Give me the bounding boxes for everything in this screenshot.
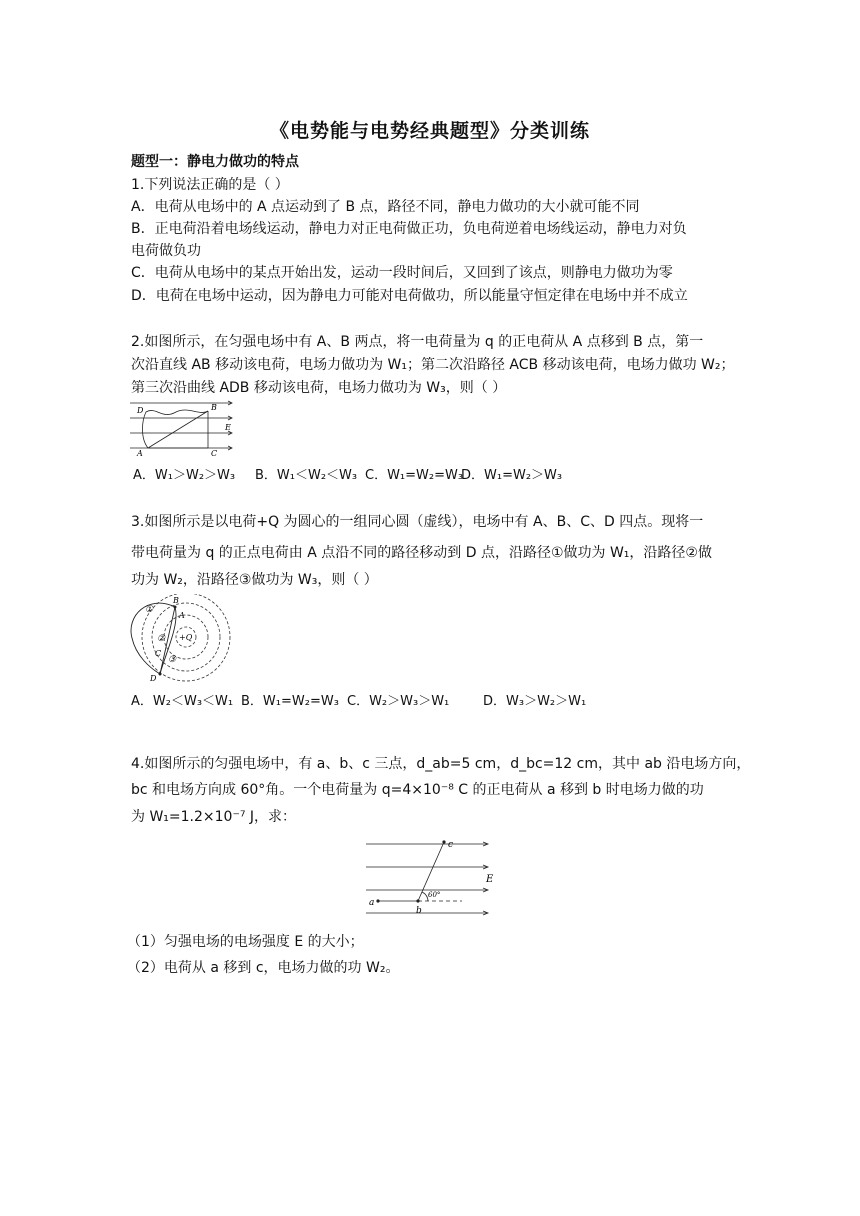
q2-figure bbox=[128, 398, 238, 460]
q2-label-d: D bbox=[137, 406, 144, 415]
q4-sub-1: （1）匀强电场的电场强度 E 的大小； bbox=[127, 934, 364, 950]
q1-option-b: B．正电荷沿着电场线运动，静电力对正电荷做正功，负电荷逆着电场线运动，静电力对负 bbox=[131, 221, 687, 237]
q1-option-a: A．电荷从电场中的 A 点运动到了 B 点，路径不同，静电力做功的大小就可能不同 bbox=[131, 199, 640, 215]
q3-label-path2: ② bbox=[157, 634, 166, 644]
page-title: 《电势能与电势经典题型》分类训练 bbox=[269, 120, 590, 142]
q4-label-c: c bbox=[448, 840, 454, 850]
q2-label-b: B bbox=[211, 403, 217, 412]
q3-label-path3: ③ bbox=[168, 655, 177, 665]
q4-angle-label: 60° bbox=[428, 891, 441, 899]
q1-option-b-cont: 电荷做负功 bbox=[131, 243, 201, 259]
q2-label-e: E bbox=[225, 423, 231, 432]
q3-line-1: 3.如图所示是以电荷+Q 为圆心的一组同心圆（虚线），电场中有 A、B、C、D 四点。现将一 bbox=[131, 514, 704, 530]
q3-options bbox=[131, 692, 586, 712]
q2-line-2: 次沿直线 AB 移动该电荷，电场力做功为 W₁；第二次沿路径 ACB 移动该电荷，电场力做功 W₂； bbox=[131, 357, 735, 373]
q4-label-a: a bbox=[369, 898, 375, 908]
q1-option-c: C．电荷从电场中的某点开始出发，运动一段时间后，又回到了该点，则静电力做功为零 bbox=[131, 265, 673, 281]
section-heading: 题型一：静电力做功的特点 bbox=[131, 154, 299, 170]
q4-line-2: bc 和电场方向成 60°角。一个电荷量为 q=4×10⁻⁸ C 的正电荷从 a 移到 b 时电场力做的功 bbox=[131, 782, 704, 798]
q2-option-a: A．W₁＞W₂＞W₃ bbox=[133, 468, 236, 483]
q3-line-2: 带电荷量为 q 的正点电荷由 A 点沿不同的路径移动到 D 点，沿路径①做功为 W₁，沿路径②做 bbox=[131, 545, 712, 561]
q2-option-c: C．W₁=W₂=W₃ bbox=[365, 468, 464, 483]
q3-label-path1: ① bbox=[145, 605, 154, 615]
q3-option-b: B．W₁=W₂=W₃ bbox=[241, 694, 339, 709]
q2-options bbox=[133, 466, 562, 486]
q2-label-c: C bbox=[211, 449, 218, 458]
q3-label-a: A bbox=[179, 611, 185, 620]
q3-option-a: A．W₂＜W₃＜W₁ bbox=[131, 694, 234, 709]
q1-option-d: D．电荷在电场中运动，因为静电力可能对电荷做功，所以能量守恒定律在电场中并不成立 bbox=[131, 288, 688, 304]
q3-option-c: C．W₂＞W₃＞W₁ bbox=[347, 694, 450, 709]
q4-line-1: 4.如图所示的匀强电场中，有 a、b、c 三点，d_ab=5 cm，d_bc=12 cm，其中 ab 沿电场方向， bbox=[131, 756, 751, 772]
q4-line-3: 为 W₁=1.2×10⁻⁷ J，求： bbox=[131, 809, 297, 825]
q4-label-e: E bbox=[486, 874, 494, 885]
q3-line-3: 功为 W₂，沿路径③做功为 W₃，则（ ） bbox=[131, 572, 378, 588]
q3-label-d: D bbox=[150, 674, 157, 683]
q4-figure bbox=[362, 836, 498, 920]
q2-label-a: A bbox=[137, 449, 143, 458]
q1-stem: 1.下列说法正确的是（ ） bbox=[131, 177, 289, 193]
q2-option-d: D．W₁=W₂＞W₃ bbox=[461, 468, 563, 483]
q3-label-c: C bbox=[155, 649, 162, 658]
q2-option-b: B．W₁＜W₂＜W₃ bbox=[255, 468, 358, 483]
q4-sub-2: （2）电荷从 a 移到 c，电场力做的功 W₂。 bbox=[127, 960, 400, 976]
q3-label-b: B bbox=[173, 596, 179, 605]
q3-label-q: +Q bbox=[179, 633, 193, 642]
q2-line-1: 2.如图所示，在匀强电场中有 A、B 两点，将一电荷量为 q 的正电荷从 A 点移到 B 点，第一 bbox=[131, 334, 704, 350]
q4-label-b: b bbox=[416, 906, 422, 916]
q3-figure bbox=[128, 594, 234, 684]
q2-line-3: 第三次沿曲线 ADB 移动该电荷，电场力做功为 W₃，则（ ） bbox=[131, 380, 507, 396]
q3-option-d: D．W₃＞W₂＞W₁ bbox=[483, 694, 587, 709]
